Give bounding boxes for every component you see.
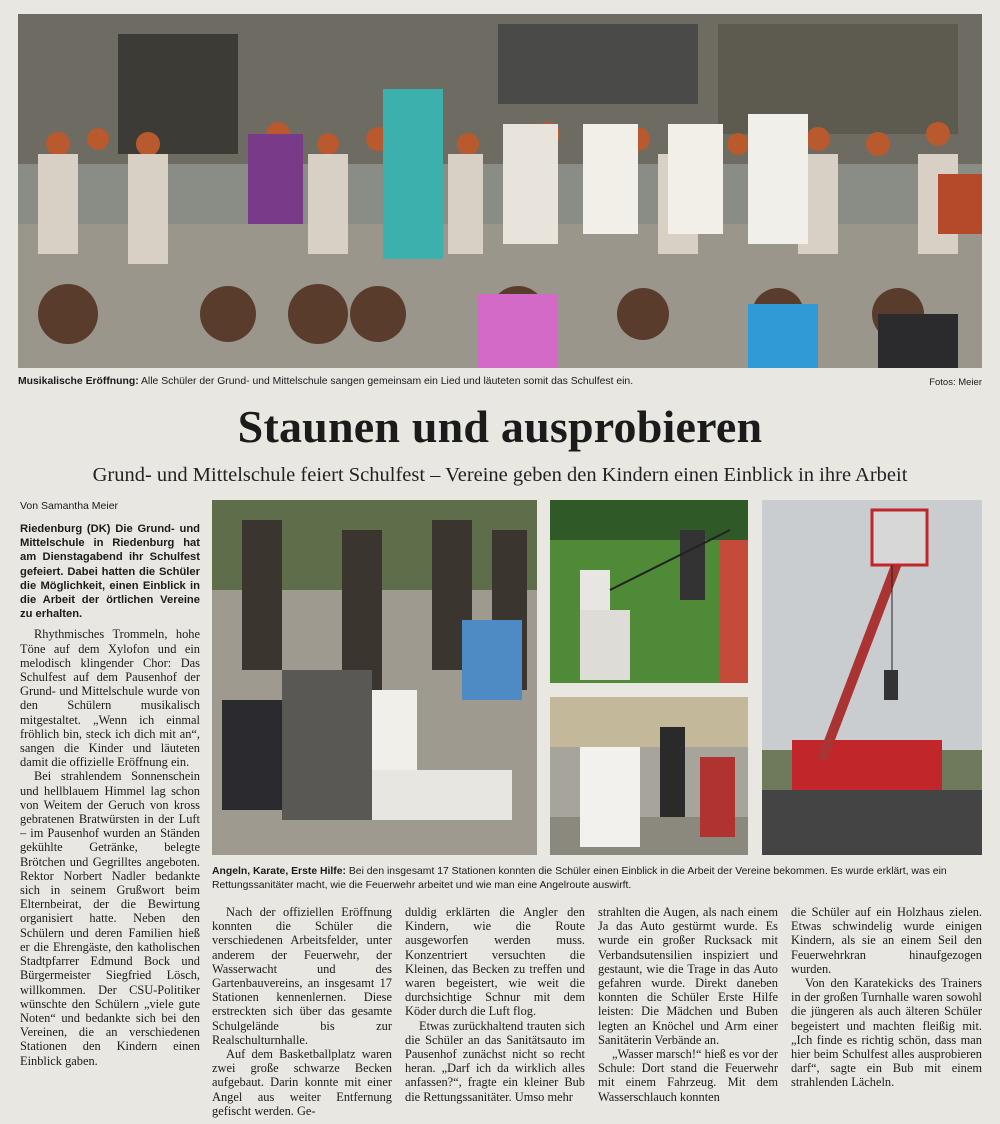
photo-grid-caption-label: Angeln, Karate, Erste Hilfe:: [212, 866, 346, 877]
photo-fire-ladder: [762, 500, 982, 855]
col4-paragraph-2: „Wasser marsch!“ hieß es vor der Schule: Dort stand die Feuerwehr mit einem Fahrzeug. Mit dem Wasserschlauch konnten: [598, 1047, 778, 1104]
lead-paragraph: Riedenburg (DK) Die Grund- und Mittelschule in Riedenburg hat am Dienstagabend ihr Schulfest gefeiert. Dabei hatten die Schüler die Möglichkeit, einen Einblick in die Arbeit der örtlichen Vereine zu erhalten.: [20, 523, 200, 621]
top-photo-caption: [18, 375, 898, 389]
photo-angling: [550, 500, 748, 683]
subheadline: Grund- und Mittelschule feiert Schulfest – Vereine geben den Kindern einen Einblick in ihre Arbeit: [92, 464, 908, 486]
byline: Von Samantha Meier: [20, 500, 119, 512]
col3-paragraph-2: Etwas zurückhaltend trauten sich die Schüler an das Sanitätsauto im Pausenhof zunächst nicht so recht heran. „Darf ich da wirklich alles anfassen?“, fragte ein kleiner Bub die Rettungssanitäter. Umso mehr: [405, 1018, 585, 1104]
column-2: [212, 905, 392, 1118]
col5-paragraph-2: Von den Karatekicks des Trainers in der großen Turnhalle waren sowohl die jüngeren als auch älteren Schüler begeistert und machten fleißig mit. „Ich finde es richtig schön, dass man hier beim Schulfest alles ausprobieren darf“, sagte ein Bub mit einem strahlenden Lächeln.: [791, 976, 982, 1090]
col2-paragraph-1: Nach der offiziellen Eröffnung konnten die Schüler die verschiedenen Arbeitsfelder, unter anderem der Feuerwehr, der Wasserwacht und des Gartenbauvereins, an insgesamt 17 Stationen kennenlernen. Diese erstreckten sich über das gesamte Schulgelände bis zur Realschulturnhalle.: [212, 905, 392, 1047]
top-photo-caption-label: Musikalische Eröffnung:: [18, 376, 139, 387]
top-photo-choir: [18, 14, 982, 368]
col1-paragraph-2: Bei strahlendem Sonnenschein und hellblauem Himmel lag schon von Weitem der Geruch von kross gebratenen Bratwürsten in der Luft – im Pausenhof wurden an Ständen gekühlte Getränke, belegte Brötchen und Gegrilltes angeboten. Rektor Norbert Nadler bedankte sich in seinem Grußwort beim Elternbeirat, der die Bewirtung organisiert hatte. Neben den Schülern und deren Familien hieß er die Ehrengäste, den katholischen Stadtpfarrer Edmund Bock und Bürgermeister Siegfried Lösch, willkommen. Der CSU-Politiker wünschte den Schülern „viele gute Noten“ und bedankte sich bei den Vereinen, die an verschiedenen Stationen den Kindern einen Einblick gaben.: [20, 769, 200, 1068]
photo-credit: Fotos: Meier: [929, 377, 982, 388]
photo-grid-caption-text: Bei den insgesamt 17 Stationen konnten die Schüler einen Einblick in die Arbeit der Vereine bekommen. Es wurde erklärt, was ein Rettungssanitäter macht, wie die Feuerwehr arbeitet und wie man eine Angelroute auswirft.: [212, 866, 947, 891]
top-photo-caption-text: Alle Schüler der Grund- und Mittelschule sangen gemeinsam ein Lied und läuteten somit das Schulfest ein.: [138, 376, 634, 387]
photo-karate: [550, 697, 748, 855]
col3-paragraph-1: duldig erklärten die Angler den Kindern, wie die Route ausgeworfen werden muss. Konzentriert versuchten die Kleinen, das Becken zu treffen und waren begeistert, wie weit die durchsichtige Schnur mit dem Köder durch die Luft flog.: [405, 905, 585, 1019]
column-1: [20, 522, 200, 1116]
column-3: [405, 905, 585, 1118]
col5-paragraph-1: die Schüler auf ein Holzhaus zielen. Etwas schwindelig wurde einigen Kindern, als sie an einem Seil den Feuerwehrkran hinaufgezogen wurden.: [791, 905, 982, 976]
col1-paragraph-1: Rhythmisches Trommeln, hohe Töne auf dem Xylofon und ein melodisch klingender Chor: Das Schulfest auf dem Pausenhof der Grund- und Mittelschule wurde von den Schülern musikalisch mitgestaltet. „Wenn ich einmal fröhlich bin, steck ich dich mit an“, sangen die Kinder und läuteten damit die offizielle Eröffnung ein.: [20, 627, 200, 770]
column-5: [791, 905, 982, 1118]
photo-first-aid: [212, 500, 537, 855]
column-4: [598, 905, 778, 1118]
col2-paragraph-2: Auf dem Basketballplatz waren zwei große schwarze Becken aufgebaut. Darin konnte mit einer Angel aus weiter Entfernung gefischt werden. Ge-: [212, 1047, 392, 1118]
col4-paragraph-1: strahlten die Augen, als nach einem Ja das Auto gestürmt wurde. Es wurde ein großer Rucksack mit Verbandsutensilien inspiziert und gestaunt, wie die Trage in das Auto gefahren wurde. Direkt daneben konnten die Schüler Erste Hilfe leisten: Die Mädchen und Buben legten an Knöchel und Arm einer Sanitäterin Verbände an.: [598, 905, 778, 1047]
photo-grid-caption: [212, 865, 982, 893]
headline: Staunen und ausprobieren: [237, 401, 763, 452]
